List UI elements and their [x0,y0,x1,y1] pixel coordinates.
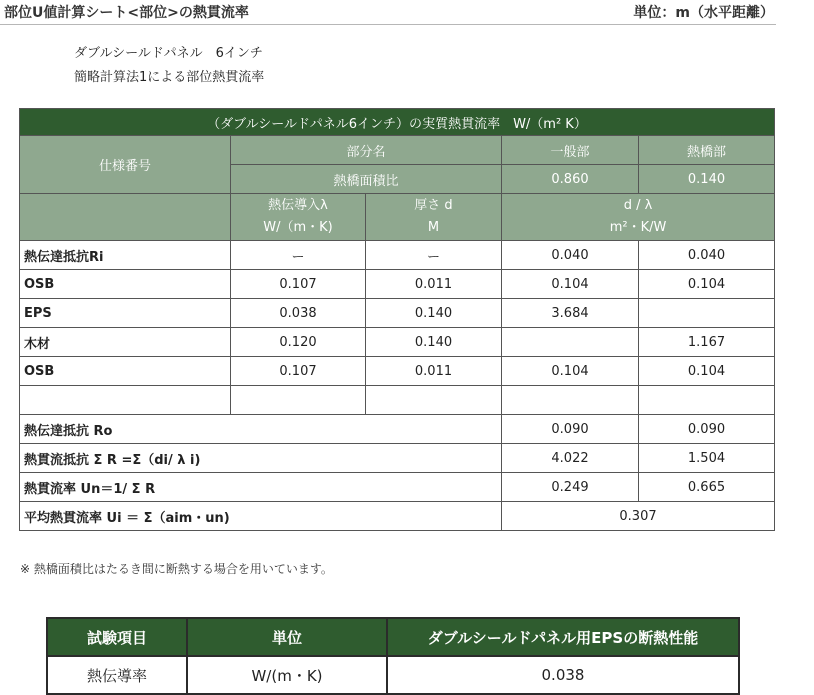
un-label: 熱貫流率 Un＝1/ Σ R [20,473,502,502]
table-row-empty [20,386,775,415]
resistance-header [502,194,775,241]
bridge-cell [639,299,775,328]
thickness-cell: 0.011 [366,357,502,386]
general-header: 一般部 [502,136,639,165]
table-row [20,299,775,328]
lambda-cell: 0.107 [231,270,366,299]
row-label: 木材 [20,328,231,357]
un-bridge: 0.665 [639,473,775,502]
area-ratio-label: 熱橋面積比 [231,165,502,194]
intro-line-2: 簡略計算法1による部位熱貫流率 [74,70,265,85]
intro-line-1: ダブルシールドパネル 6インチ [74,46,263,61]
ro-row [20,415,775,444]
intro-block [74,42,264,90]
row-label: OSB [20,270,231,299]
sum-r-general: 4.022 [502,444,639,473]
row-label: 熱伝達抵抗Ri [20,241,231,270]
ro-general: 0.090 [502,415,639,444]
sum-r-label: 熱貫流抵抗 Σ R =Σ（di/ λ i) [20,444,502,473]
thickness-header [366,194,502,241]
general-cell [502,328,639,357]
bridge-cell: 0.040 [639,241,775,270]
thickness-cell: 0.140 [366,299,502,328]
thickness-unit: M [427,220,440,235]
u-value-table [19,108,775,531]
ui-row [20,502,775,531]
ro-bridge: 0.090 [639,415,775,444]
lambda-cell: 0.120 [231,328,366,357]
bridge-cell: 0.104 [639,357,775,386]
eps-performance-table [46,617,740,695]
lambda-cell: 0.038 [231,299,366,328]
table-row [20,357,775,386]
empty-cell [20,386,231,415]
resistance-unit: m²・K/W [609,220,667,235]
bridge-cell: 0.104 [639,270,775,299]
thickness-cell: ー [366,241,502,270]
table-row [20,270,775,299]
thickness-label: 厚さ d [414,198,453,213]
un-general: 0.249 [502,473,639,502]
area-ratio-general: 0.860 [502,165,639,194]
general-cell: 0.040 [502,241,639,270]
table-row [20,241,775,270]
empty-cell [366,386,502,415]
blank-header-cell [20,194,231,241]
unit-label: 単位：m（水平距離） [633,5,774,21]
footnote: ※ 熱橋面積比はたるき間に断熱する場合を用いています。 [20,562,333,576]
spec-value: 0.038 [387,656,739,694]
general-cell: 3.684 [502,299,639,328]
part-name-header: 部分名 [231,136,502,165]
spec-header-item: 試験項目 [47,618,187,656]
row-label: EPS [20,299,231,328]
spec-header-performance: ダブルシールドパネル用EPSの断熱性能 [387,618,739,656]
un-row [20,473,775,502]
bridge-header: 熱橋部 [639,136,775,165]
ui-value: 0.307 [502,502,775,531]
table-caption: （ダブルシールドパネル6インチ）の実質熱貫流率 W/（m² K） [20,109,775,136]
sum-r-bridge: 1.504 [639,444,775,473]
table-row [20,328,775,357]
lambda-cell: ー [231,241,366,270]
empty-cell [502,386,639,415]
lambda-unit: W/（m・K) [263,220,333,235]
sum-r-row [20,444,775,473]
spec-unit: W/(m・K) [187,656,387,694]
lambda-header [231,194,366,241]
empty-cell [639,386,775,415]
page-header [0,0,776,25]
general-cell: 0.104 [502,357,639,386]
page-title: 部位U値計算シート<部位>の熱貫流率 [4,5,249,21]
bridge-cell: 1.167 [639,328,775,357]
row-label: OSB [20,357,231,386]
empty-cell [231,386,366,415]
general-cell: 0.104 [502,270,639,299]
lambda-label: 熱伝導入λ [268,198,328,213]
spec-no-header: 仕様番号 [20,136,231,194]
thickness-cell: 0.140 [366,328,502,357]
ro-label: 熱伝達抵抗 Ro [20,415,502,444]
ui-label: 平均熱貫流率 Ui ＝ Σ（aim・un) [20,502,502,531]
spec-header-unit: 単位 [187,618,387,656]
spec-item: 熱伝導率 [47,656,187,694]
lambda-cell: 0.107 [231,357,366,386]
thickness-cell: 0.011 [366,270,502,299]
resistance-label: d / λ [623,198,653,213]
area-ratio-bridge: 0.140 [639,165,775,194]
